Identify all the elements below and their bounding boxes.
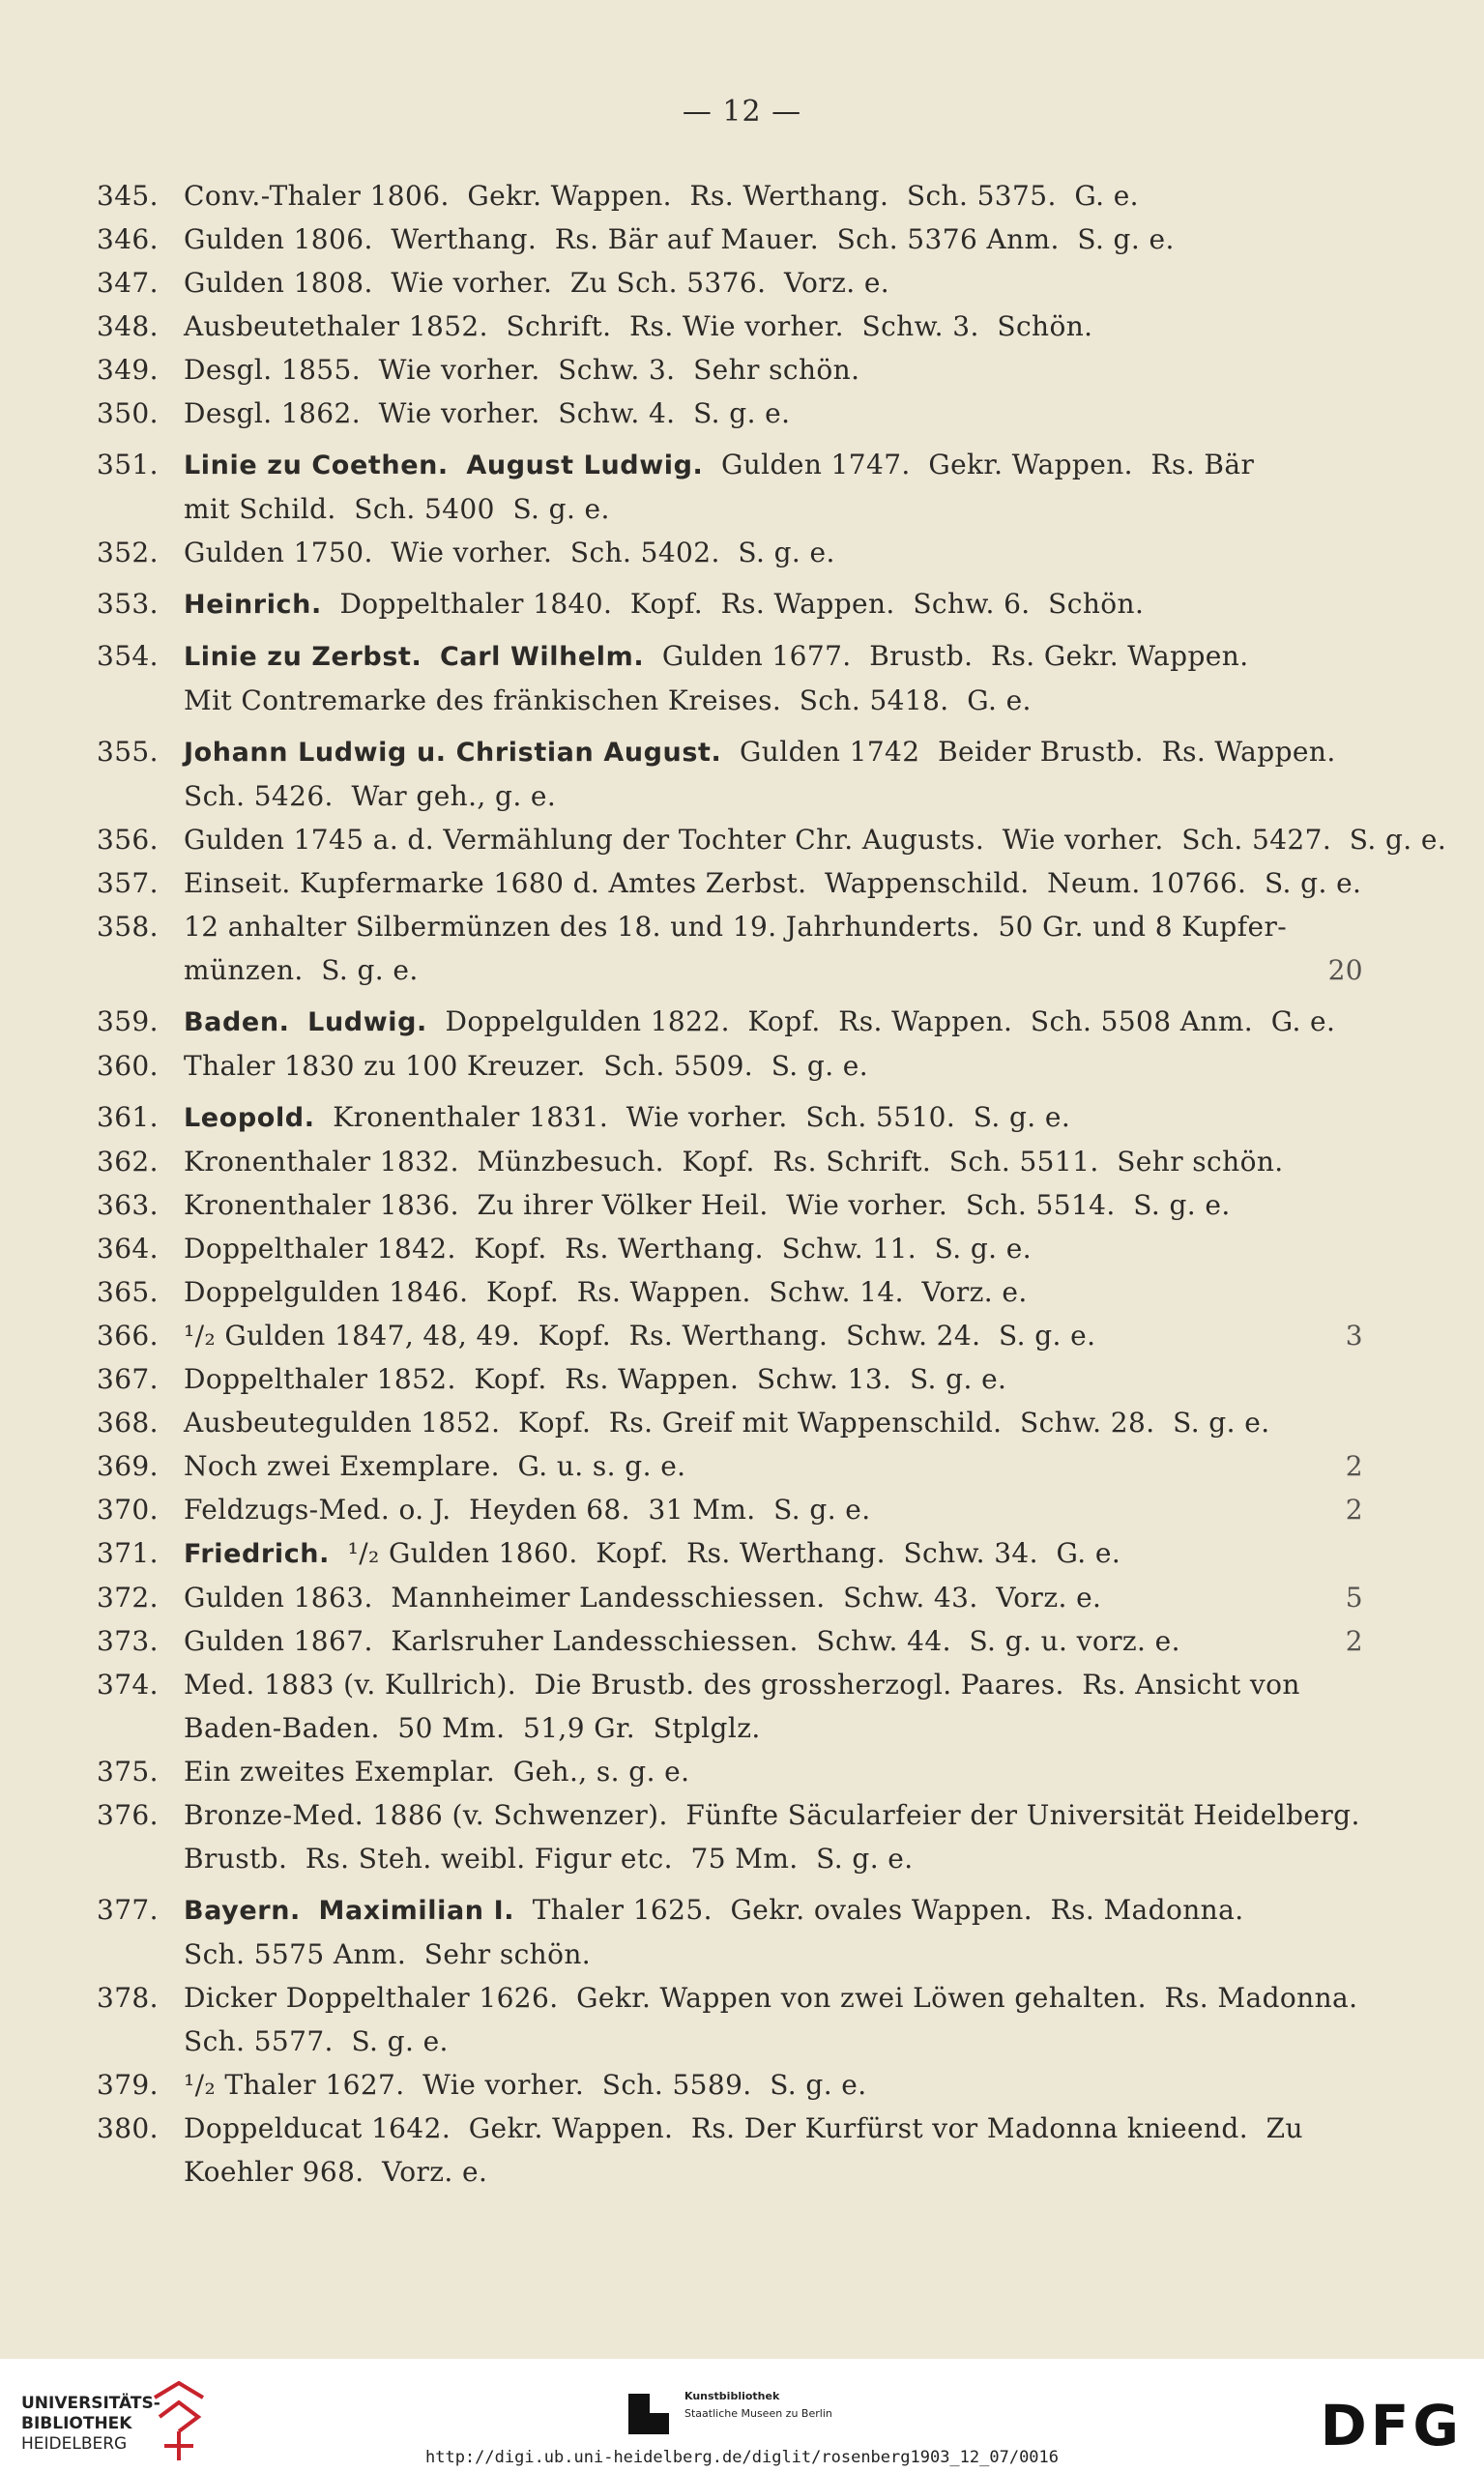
entry-number: 364. xyxy=(97,1233,159,1265)
entry-text: Kronenthaler 1836. Zu ihrer Völker Heil. Wie vorher. Sch. 5514. S. g. e. xyxy=(184,1189,1231,1221)
permalink-url[interactable]: http://digi.ub.uni-heidelberg.de/diglit/rosenberg1903_12_07/0016 xyxy=(424,2448,1060,2467)
entry-number: 374. xyxy=(97,1669,159,1701)
entry-number: 358. xyxy=(97,911,159,943)
entry-line xyxy=(184,1000,1363,1044)
entry-text: Gulden 1742 Beider Brustb. Rs. Wappen. xyxy=(721,736,1336,768)
entry-heading: Friedrich. xyxy=(184,1539,330,1569)
entry-number: 357. xyxy=(97,867,159,899)
entry-line xyxy=(184,1270,1363,1314)
entry-text: Ausbeutegulden 1852. Kopf. Rs. Greif mit Wappenschild. Schw. 28. S. g. e. xyxy=(184,1407,1270,1439)
entry-text: Sch. 5426. War geh., g. e. xyxy=(184,780,557,812)
entry-line xyxy=(184,730,1363,774)
entry-text: Doppelthaler 1840. Kopf. Rs. Wappen. Schw. 6. Schön. xyxy=(321,588,1145,620)
entry-line xyxy=(184,774,1363,818)
entry-text: Dicker Doppelthaler 1626. Gekr. Wappen von zwei Löwen gehalten. Rs. Madonna. xyxy=(184,1982,1358,2014)
logo-line: HEIDELBERG xyxy=(21,2434,128,2454)
entry-line xyxy=(184,1314,1363,1357)
entry-line xyxy=(184,487,1363,531)
entry-line xyxy=(184,948,1363,992)
entry-number: 350. xyxy=(97,397,159,429)
entry-text: Doppelthaler 1852. Kopf. Rs. Wappen. Schw. 13. S. g. e. xyxy=(184,1363,1007,1395)
catalog-entry xyxy=(97,861,1363,905)
entry-line xyxy=(184,1357,1363,1401)
entry-text: Koehler 968. Vorz. e. xyxy=(184,2156,488,2188)
entry-text: Mit Contremarke des fränkischen Kreises. Sch. 5418. G. e. xyxy=(184,684,1032,716)
entry-line xyxy=(184,174,1363,218)
entry-number: 376. xyxy=(97,1799,159,1831)
catalog-entry xyxy=(97,531,1363,574)
entry-price: 3 xyxy=(1345,1320,1363,1352)
catalog-entry xyxy=(97,634,1363,722)
catalog-entry xyxy=(97,1663,1363,1750)
entry-number: 379. xyxy=(97,2069,159,2101)
entry-line xyxy=(184,1227,1363,1270)
catalog-entry xyxy=(97,818,1447,861)
catalog-entry xyxy=(97,1314,1363,1357)
entry-line xyxy=(184,218,1363,261)
entry-line xyxy=(184,1095,1363,1140)
catalog-entry xyxy=(97,174,1363,218)
entry-number: 352. xyxy=(97,537,159,568)
logo-line: BIBLIOTHEK xyxy=(21,2414,132,2433)
entry-number: 373. xyxy=(97,1625,159,1657)
catalog-entry xyxy=(97,1531,1363,1576)
entry-line xyxy=(184,1619,1363,1663)
catalog-entry xyxy=(97,392,1363,435)
entry-line xyxy=(184,1663,1363,1706)
entry-line xyxy=(184,582,1363,626)
entry-text: Thaler 1625. Gekr. ovales Wappen. Rs. Madonna. xyxy=(514,1894,1244,1926)
entry-text: Brustb. Rs. Steh. weibl. Figur etc. 75 Mm. S. g. e. xyxy=(184,1843,914,1875)
entry-text xyxy=(290,1005,308,1037)
catalog-entry xyxy=(97,1044,1363,1088)
entry-number: 369. xyxy=(97,1450,159,1482)
entry-text: Bronze-Med. 1886 (v. Schwenzer). Fünfte Säcularfeier der Universität Heidelberg. xyxy=(184,1799,1360,1831)
entry-heading: Linie zu Coethen. xyxy=(184,451,449,480)
entry-line xyxy=(184,531,1363,574)
catalog-entry xyxy=(97,1976,1363,2063)
entry-line xyxy=(184,1488,1363,1531)
catalog-entry xyxy=(97,1357,1363,1401)
entry-text: ¹/₂ Gulden 1847, 48, 49. Kopf. Rs. Werthang. Schw. 24. S. g. e. xyxy=(184,1320,1096,1352)
entry-number: 346. xyxy=(97,223,159,255)
entry-line xyxy=(184,1576,1363,1619)
catalog-entry xyxy=(97,305,1363,348)
entry-number: 355. xyxy=(97,736,159,768)
entry-number: 365. xyxy=(97,1276,159,1308)
entry-line xyxy=(184,1793,1363,1837)
entry-number: 351. xyxy=(97,449,159,480)
entry-line xyxy=(184,2020,1363,2063)
entry-price: 2 xyxy=(1345,1450,1363,1482)
entry-line xyxy=(184,1531,1363,1576)
entry-text: Thaler 1830 zu 100 Kreuzer. Sch. 5509. S. g. e. xyxy=(184,1050,869,1082)
entry-price: 2 xyxy=(1345,1625,1363,1657)
catalog-entry xyxy=(97,1227,1363,1270)
entry-line xyxy=(184,1837,1363,1880)
entry-number: 380. xyxy=(97,2112,159,2144)
entry-text xyxy=(449,449,467,480)
catalog-entry xyxy=(97,348,1363,392)
entry-line xyxy=(184,1444,1363,1488)
entry-number: 360. xyxy=(97,1050,159,1082)
entry-line xyxy=(184,1140,1363,1183)
entry-text: Kronenthaler 1831. Wie vorher. Sch. 5510. S. g. e. xyxy=(314,1101,1071,1133)
entry-line xyxy=(184,634,1363,679)
entry-text: Med. 1883 (v. Kullrich). Die Brustb. des grossherzogl. Paares. Rs. Ansicht von xyxy=(184,1669,1300,1701)
catalog-entry xyxy=(97,1444,1363,1488)
entry-text: Gulden 1806. Werthang. Rs. Bär auf Mauer. Sch. 5376 Anm. S. g. e. xyxy=(184,223,1175,255)
entry-number: 367. xyxy=(97,1363,159,1395)
entry-number: 345. xyxy=(97,180,159,212)
catalog-entry xyxy=(97,1140,1363,1183)
entry-text: Sch. 5577. S. g. e. xyxy=(184,2025,449,2057)
entry-number: 356. xyxy=(97,824,159,856)
entry-price: 2 xyxy=(1345,1494,1363,1526)
entry-line xyxy=(184,1976,1363,2020)
entry-text: Conv.-Thaler 1806. Gekr. Wappen. Rs. Werthang. Sch. 5375. G. e. xyxy=(184,180,1139,212)
logo-line: UNIVERSITÄTS- xyxy=(21,2394,160,2413)
entry-text: mit Schild. Sch. 5400 S. g. e. xyxy=(184,493,610,525)
entry-text xyxy=(422,640,440,672)
entry-price: 5 xyxy=(1345,1582,1363,1614)
entry-text: Kronenthaler 1832. Münzbesuch. Kopf. Rs. Schrift. Sch. 5511. Sehr schön. xyxy=(184,1146,1284,1178)
entry-line xyxy=(184,1183,1363,1227)
entry-text xyxy=(301,1894,319,1926)
entry-line xyxy=(184,1750,1363,1793)
entry-line xyxy=(184,905,1363,948)
catalog-entry xyxy=(97,1183,1363,1227)
entry-text: Ein zweites Exemplar. Geh., s. g. e. xyxy=(184,1756,690,1788)
entry-number: 361. xyxy=(97,1101,159,1133)
entry-text: Gulden 1677. Brustb. Rs. Gekr. Wappen. xyxy=(644,640,1249,672)
entry-text: Ausbeutethaler 1852. Schrift. Rs. Wie vorher. Schw. 3. Schön. xyxy=(184,310,1093,342)
entry-line xyxy=(184,348,1363,392)
catalog-entry xyxy=(97,2107,1363,2194)
catalog-entry xyxy=(97,1095,1363,1140)
entry-line xyxy=(184,1888,1363,1933)
entry-line xyxy=(184,679,1363,722)
kunstbibliothek-icon xyxy=(628,2394,669,2434)
entry-line xyxy=(184,392,1363,435)
entry-number: 362. xyxy=(97,1146,159,1178)
entry-number: 377. xyxy=(97,1894,159,1926)
entry-number: 353. xyxy=(97,588,159,620)
catalog-entry xyxy=(97,730,1363,818)
catalog-entry xyxy=(97,1401,1363,1444)
catalog-entry xyxy=(97,2063,1363,2107)
entry-heading: Leopold. xyxy=(184,1103,315,1133)
catalog-entry xyxy=(97,443,1363,531)
entry-line xyxy=(184,2063,1363,2107)
entry-line xyxy=(184,1401,1363,1444)
page-number: — 12 — xyxy=(682,95,802,129)
entry-text: Desgl. 1855. Wie vorher. Schw. 3. Sehr schön. xyxy=(184,354,860,386)
entry-heading: Heinrich. xyxy=(184,590,322,620)
catalog-entry xyxy=(97,218,1363,261)
entry-line xyxy=(184,1706,1363,1750)
catalog-entry xyxy=(97,1270,1363,1314)
entry-text: ¹/₂ Thaler 1627. Wie vorher. Sch. 5589. S. g. e. xyxy=(184,2069,867,2101)
entry-text: Noch zwei Exemplare. G. u. s. g. e. xyxy=(184,1450,686,1482)
entry-price: 20 xyxy=(1327,954,1363,986)
entry-text: Gulden 1745 a. d. Vermählung der Tochter Chr. Augusts. Wie vorher. Sch. 5427. S. g. e. xyxy=(184,824,1447,856)
entry-heading: Bayern. xyxy=(184,1896,301,1926)
entry-heading: Linie zu Zerbst. xyxy=(184,642,422,672)
catalog-entry xyxy=(97,1793,1363,1880)
entry-number: 370. xyxy=(97,1494,159,1526)
catalog-entry xyxy=(97,1000,1363,1044)
entry-number: 368. xyxy=(97,1407,159,1439)
entry-line xyxy=(184,2107,1363,2150)
entry-number: 372. xyxy=(97,1582,159,1614)
catalog-entry xyxy=(97,582,1363,626)
entry-line xyxy=(184,305,1363,348)
entry-text: Gulden 1747. Gekr. Wappen. Rs. Bär xyxy=(703,449,1255,480)
entry-line xyxy=(184,2150,1363,2194)
entry-number: 354. xyxy=(97,640,159,672)
viewer-footer xyxy=(0,2359,1484,2472)
entry-heading: Carl Wilhelm. xyxy=(439,642,645,672)
entry-text: Doppelgulden 1846. Kopf. Rs. Wappen. Schw. 14. Vorz. e. xyxy=(184,1276,1028,1308)
entry-text: Doppelgulden 1822. Kopf. Rs. Wappen. Sch. 5508 Anm. G. e. xyxy=(426,1005,1336,1037)
entry-heading: Ludwig. xyxy=(307,1007,427,1037)
entry-number: 378. xyxy=(97,1982,159,2014)
entry-text: Gulden 1867. Karlsruher Landesschiessen. Schw. 44. S. g. u. vorz. e. xyxy=(184,1625,1180,1657)
entry-line xyxy=(184,1044,1363,1088)
entry-heading: Maximilian I. xyxy=(318,1896,515,1926)
entry-heading: Baden. xyxy=(184,1007,290,1037)
entry-text: Gulden 1863. Mannheimer Landesschiessen. Schw. 43. Vorz. e. xyxy=(184,1582,1102,1614)
catalog-entry xyxy=(97,1750,1363,1793)
entry-number: 375. xyxy=(97,1756,159,1788)
entry-line xyxy=(184,818,1447,861)
entry-number: 366. xyxy=(97,1320,159,1352)
catalog-entry xyxy=(97,261,1363,305)
catalog-entry xyxy=(97,1619,1363,1663)
entry-text: Feldzugs-Med. o. J. Heyden 68. 31 Mm. S. g. e. xyxy=(184,1494,871,1526)
entry-text: münzen. S. g. e. xyxy=(184,954,419,986)
catalog-entry xyxy=(97,1888,1363,1976)
entry-number: 349. xyxy=(97,354,159,386)
kb-title: Kunstbibliothek xyxy=(684,2390,780,2402)
entry-line xyxy=(184,861,1363,905)
entry-text: 12 anhalter Silbermünzen des 18. und 19. Jahrhunderts. 50 Gr. und 8 Kupfer- xyxy=(184,911,1288,943)
entry-number: 347. xyxy=(97,267,159,299)
entry-text: Gulden 1808. Wie vorher. Zu Sch. 5376. Vorz. e. xyxy=(184,267,890,299)
entry-number: 348. xyxy=(97,310,159,342)
entry-line xyxy=(184,443,1363,487)
entry-number: 371. xyxy=(97,1537,159,1569)
kb-subtitle: Staatliche Museen zu Berlin xyxy=(684,2407,832,2420)
entry-number: 359. xyxy=(97,1005,159,1037)
entry-text: Einseit. Kupfermarke 1680 d. Amtes Zerbst. Wappenschild. Neum. 10766. S. g. e. xyxy=(184,867,1362,899)
entry-text: Gulden 1750. Wie vorher. Sch. 5402. S. g. e. xyxy=(184,537,835,568)
university-library-logo[interactable] xyxy=(21,2394,160,2455)
entry-heading: Johann Ludwig u. Christian August. xyxy=(184,738,722,768)
entry-text: Sch. 5575 Anm. Sehr schön. xyxy=(184,1938,592,1970)
entry-text: Doppelducat 1642. Gekr. Wappen. Rs. Der Kurfürst vor Madonna knieend. Zu xyxy=(184,2112,1303,2144)
catalog-entries xyxy=(97,174,1447,2194)
catalog-entry xyxy=(97,1576,1363,1619)
catalog-entry xyxy=(97,905,1363,992)
entry-text: Baden-Baden. 50 Mm. 51,9 Gr. Stplglz. xyxy=(184,1712,761,1744)
entry-line xyxy=(184,261,1363,305)
entry-text: ¹/₂ Gulden 1860. Kopf. Rs. Werthang. Schw. 34. G. e. xyxy=(329,1537,1121,1569)
entry-heading: August Ludwig. xyxy=(466,451,704,480)
catalog-entry xyxy=(97,1488,1363,1531)
entry-text: Doppelthaler 1842. Kopf. Rs. Werthang. Schw. 11. S. g. e. xyxy=(184,1233,1033,1265)
entry-number: 363. xyxy=(97,1189,159,1221)
entry-line xyxy=(184,1933,1363,1976)
entry-text: Desgl. 1862. Wie vorher. Schw. 4. S. g. e. xyxy=(184,397,791,429)
dfg-logo[interactable]: DFG xyxy=(1320,2393,1463,2458)
